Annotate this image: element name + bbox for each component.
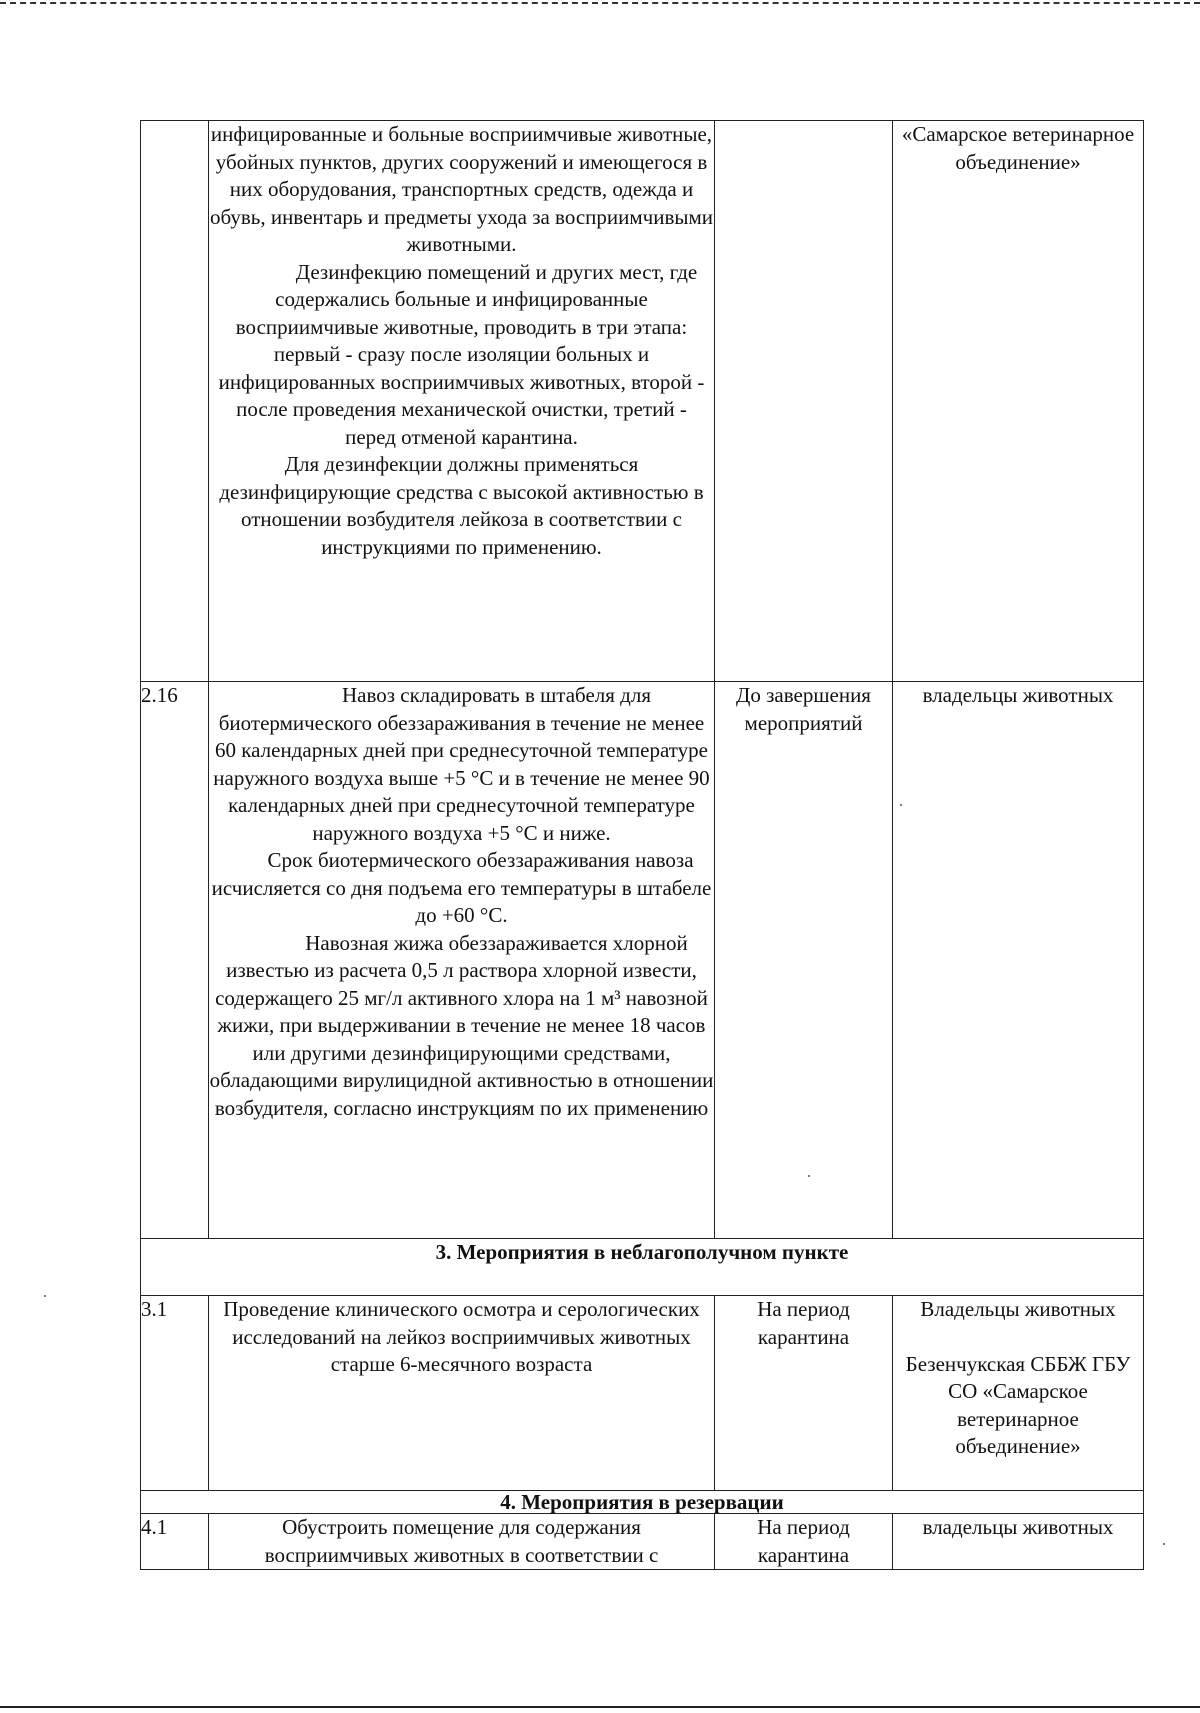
row-number: 3.1 xyxy=(141,1296,209,1491)
row-number: 4.1 xyxy=(141,1514,209,1570)
scan-speck xyxy=(1163,1543,1165,1545)
measure-description xyxy=(209,682,715,1239)
responsible-party: «Самарское ветеринарное объединение» xyxy=(901,122,1135,174)
measures-table xyxy=(140,120,1144,1570)
measure-description xyxy=(209,121,715,682)
description-paragraph: Обустроить помещение для содержания восприимчивых животных в соответствии с xyxy=(264,1515,659,1567)
section-heading: 4. Мероприятия в резервации xyxy=(141,1491,1144,1514)
section-row xyxy=(141,1239,1144,1296)
description-paragraph: Дезинфекцию помещений и других мест, где содержались больные и инфицированные восприимчивые животные, проводить в три этапа: первый - сразу после изоляции больных и инфицированных восприимчивых животных, второй - после проведения механической очистки, третий - перед отменой карантина. xyxy=(218,259,705,449)
description-paragraph: Проведение клинического осмотра и серологических исследований на лейкоз восприимчивых животных старше 6-месячного возраста xyxy=(223,1297,700,1376)
bottom-page-border xyxy=(0,1706,1200,1708)
row-number: 2.16 xyxy=(141,682,209,1239)
description-paragraph: инфицированные и больные восприимчивые животные, убойных пунктов, других сооружений и имеющегося в них оборудования, транспортных средств, одежда и обувь, инвентарь и предметы ухода за восприимчивыми животными. xyxy=(209,122,714,256)
section-row xyxy=(141,1491,1144,1514)
scan-speck xyxy=(44,1295,46,1297)
description-paragraph: Навоз складировать в штабеля для биотермического обеззараживания в течение не менее 60 календарных дней при среднесуточной температуре наружного воздуха выше +5 °С и в течение не менее 90 календарных дней при среднесуточной температуре наружного воздуха +5 °С и ниже. xyxy=(213,683,710,845)
measure-responsible xyxy=(893,682,1144,1239)
measure-term xyxy=(715,121,893,682)
measure-responsible xyxy=(893,1514,1144,1570)
row-number xyxy=(141,121,209,682)
measure-term: На период карантина xyxy=(715,1514,893,1570)
measure-responsible xyxy=(893,121,1144,682)
scan-speck xyxy=(900,804,902,806)
section-heading: 3. Мероприятия в неблагополучном пункте xyxy=(141,1239,1144,1296)
table-row xyxy=(141,1514,1144,1570)
table-row xyxy=(141,682,1144,1239)
table-row xyxy=(141,121,1144,682)
top-page-border xyxy=(0,2,1200,4)
table-row xyxy=(141,1296,1144,1491)
responsible-party: Безенчукская СББЖ ГБУ СО «Самарское ветеринарное объединение» xyxy=(905,1351,1131,1458)
responsible-party: владельцы животных xyxy=(922,1515,1114,1539)
measure-description xyxy=(209,1514,715,1570)
responsible-party: Владельцы животных xyxy=(920,1297,1116,1321)
description-paragraph: Для дезинфекции должны применяться дезинфицирующие средства с высокой активностью в отношении возбудителя лейкоза в соответствии с инструкциями по применению. xyxy=(219,452,704,559)
scan-speck xyxy=(808,1175,810,1177)
measure-term: До завершения мероприятий xyxy=(715,682,893,1239)
measure-description xyxy=(209,1296,715,1491)
measure-term: На период карантина xyxy=(715,1296,893,1491)
measure-responsible xyxy=(893,1296,1144,1491)
description-paragraph: Навозная жижа обеззараживается хлорной известью из расчета 0,5 л раствора хлорной извести, содержащего 25 мг/л активного хлора на 1 м³ навозной жижи, при выдерживании в течение не менее 18 часов или другими дезинфицирующими средствами, обладающими вирулицидной активностью в отношении возбудителя, согласно инструкциям по их применению xyxy=(209,930,714,1120)
responsible-party: владельцы животных xyxy=(922,683,1114,707)
description-paragraph: Срок биотермического обеззараживания навоза исчисляется со дня подъема его температуры в штабеле до +60 °С. xyxy=(211,848,712,927)
